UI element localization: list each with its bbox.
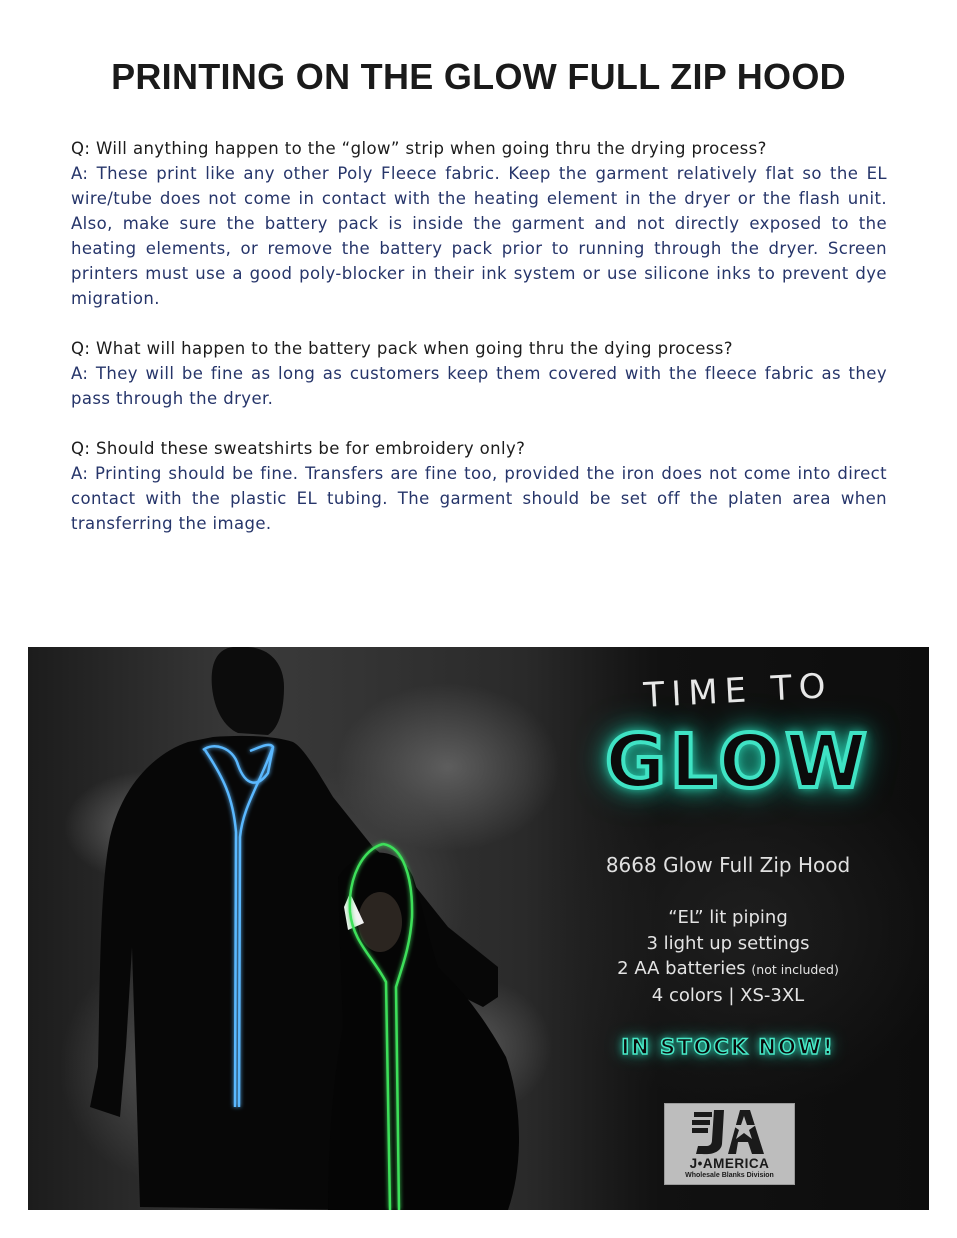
faq-item bbox=[71, 436, 887, 536]
feature-item bbox=[568, 956, 888, 983]
faq-question: Q: What will happen to the battery pack when going thru the dying process? bbox=[71, 339, 733, 358]
feature-text: 2 AA batteries bbox=[617, 958, 752, 979]
feature-text: 3 light up settings bbox=[646, 932, 810, 954]
feature-item bbox=[568, 905, 888, 931]
headline-time-to: TIME TO bbox=[642, 666, 834, 716]
feature-item bbox=[568, 931, 888, 957]
promo-panel bbox=[568, 647, 929, 1210]
in-stock-badge: IN STOCK NOW! bbox=[621, 1035, 835, 1059]
logo-name: J•AMERICA bbox=[689, 1156, 770, 1171]
feature-note: (not included) bbox=[751, 962, 839, 977]
feature-text: 4 colors | XS-3XL bbox=[651, 984, 805, 1006]
feature-text: “EL” lit piping bbox=[668, 907, 788, 928]
hoodie-models-photo bbox=[28, 647, 568, 1210]
faq-item bbox=[71, 336, 887, 411]
faq-answer: A: They will be fine as long as customers keep them covered with the fleece fabric as they pass through the dryer. bbox=[71, 364, 887, 408]
headline-glow: GLOW bbox=[605, 719, 871, 805]
j-america-logo bbox=[664, 1103, 795, 1185]
page-title: PRINTING ON THE GLOW FULL ZIP HOOD bbox=[111, 56, 846, 98]
star-logo-icon bbox=[692, 1108, 767, 1156]
faq-question: Q: Should these sweatshirts be for embroidery only? bbox=[71, 439, 526, 458]
promo-banner bbox=[28, 647, 929, 1210]
faq-section bbox=[71, 136, 887, 561]
faq-answer: A: Printing should be fine. Transfers are fine too, provided the iron does not come into direct contact with the plastic EL tubing. The garment should be set off the platen area when transferring the image. bbox=[71, 464, 887, 533]
product-name: 8668 Glow Full Zip Hood bbox=[605, 853, 851, 877]
feature-item bbox=[568, 983, 888, 1009]
faq-item bbox=[71, 136, 887, 311]
logo-subtitle: Wholesale Blanks Division bbox=[685, 1172, 774, 1179]
feature-list bbox=[568, 905, 888, 1008]
faq-question: Q: Will anything happen to the “glow” strip when going thru the drying process? bbox=[71, 139, 767, 158]
faq-answer: A: These print like any other Poly Fleece fabric. Keep the garment relatively flat so the EL wire/tube does not come in contact with the heating element in the dryer or the flash unit. Also, make sure the battery pack is inside the garment and not directly exposed to the heating elements, or remove the battery pack prior to running through the dryer. Screen printers must use a good poly-blocker in their ink system or use silicone inks to prevent dye migration. bbox=[71, 164, 887, 308]
